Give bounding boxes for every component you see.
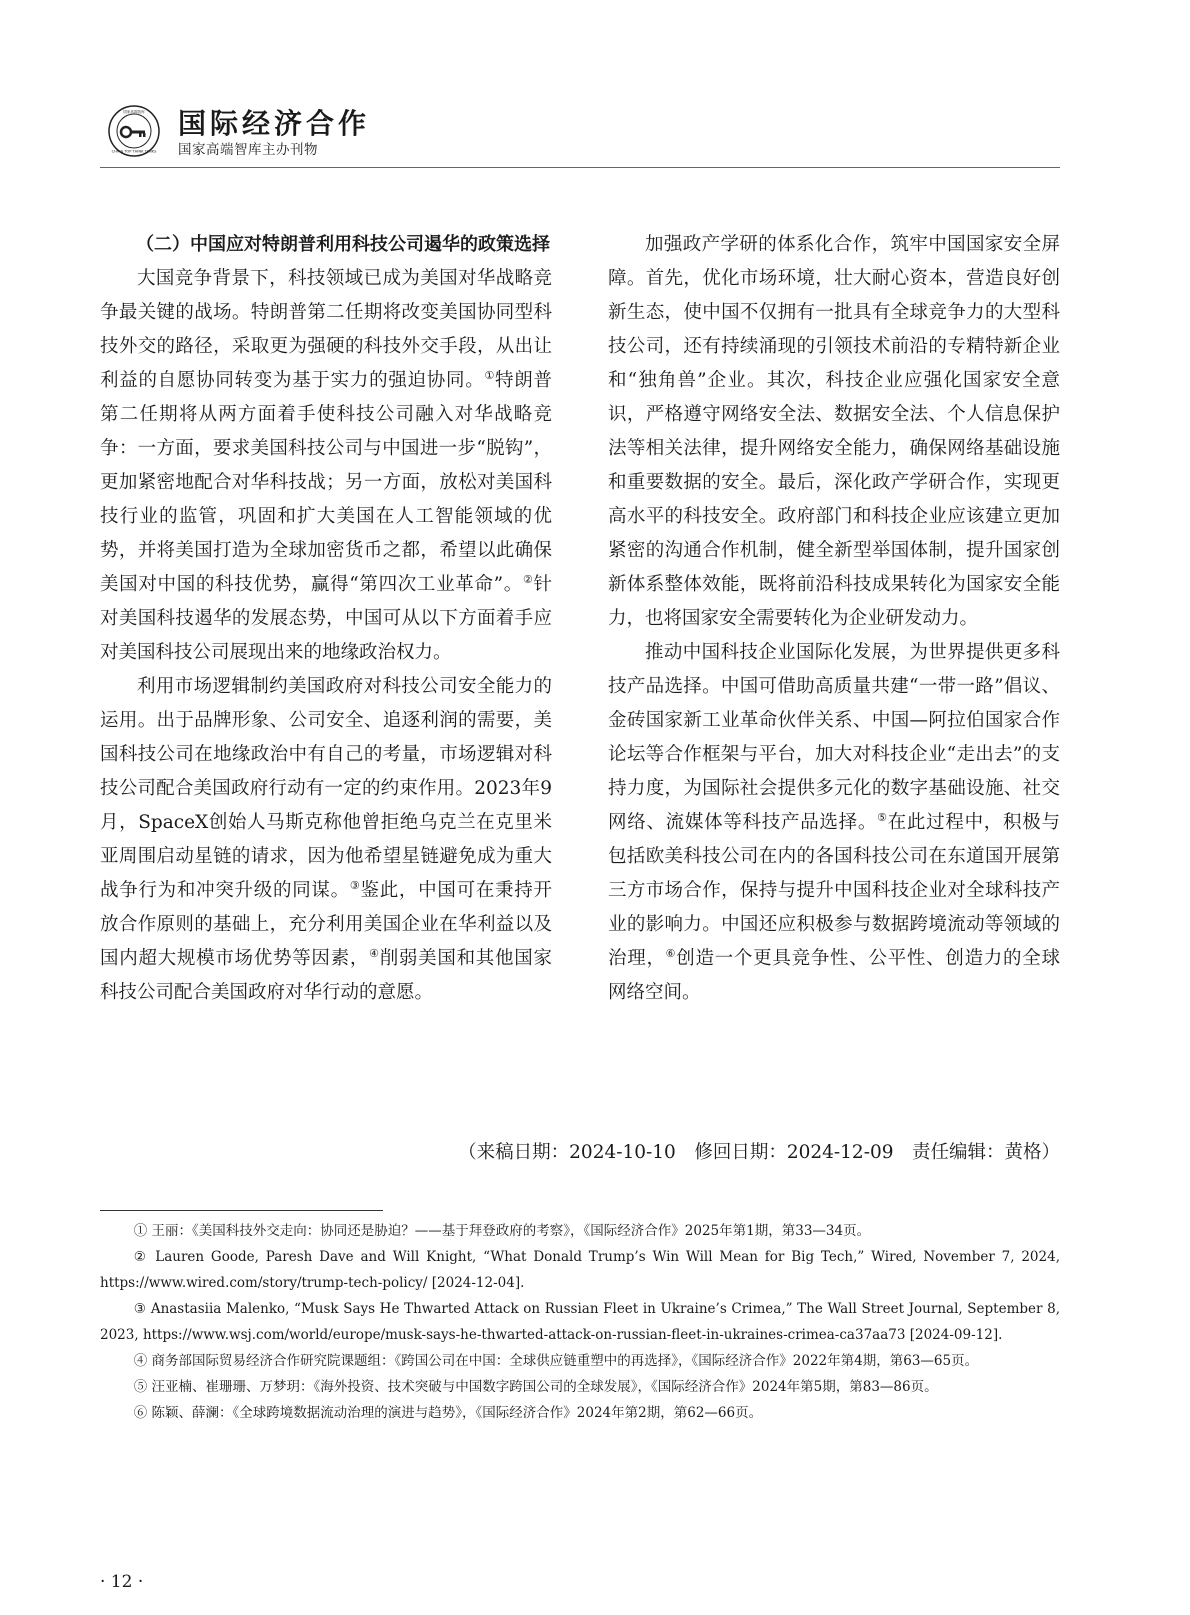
paragraph <box>100 262 552 670</box>
footnote: ③ Anastasiia Malenko, “Musk Says He Thwarted Attack on Russian Fleet in Ukraine’s Crimea,” The Wall Street Journal, September 8, 2023, https://www.wsj.com/world/europe/musk-says-he-thwarted-attack-on-russian-fleet-in-ukraines-crimea-ca37aa73 [2024-09-12]. <box>100 1301 1060 1343</box>
paragraph-text: 削弱美国和其他国家科技公司配合美国政府对华行动的意愿。 <box>100 948 552 1003</box>
journal-subtitle: 国家高端智库主办刊物 <box>178 142 318 158</box>
footnote-ref[interactable]: ④ <box>369 946 380 960</box>
footnotes <box>100 1218 1060 1426</box>
paragraph <box>100 670 552 1010</box>
footnote: ② Lauren Goode, Paresh Dave and Will Knight, “What Donald Trump’s Win Will Mean for Big Tech,” Wired, November 7, 2024, https://www.wired.com/story/trump-tech-policy/ [2024-12-04]. <box>100 1249 1060 1291</box>
submission-dates: （来稿日期：2024-10-10 修回日期：2024-12-09 责任编辑：黄格） <box>458 1142 1060 1163</box>
paragraph-text: 推动中国科技企业国际化发展，为世界提供更多科技产品选择。中国可借助高质量共建“一带一路”倡议、金砖国家新工业革命伙伴关系、中国—阿拉伯国家合作论坛等合作框架与平台，加大对科技企业“走出去”的支持力度，为国际社会提供多元化的数字基础设施、社交网络、流媒体等科技产品选择。 <box>608 642 1060 833</box>
paragraph <box>608 636 1060 1010</box>
footnote: ① 王丽：《美国科技外交走向：协同还是胁迫？——基于拜登政府的考察》，《国际经济合作》2025年第1期，第33—34页。 <box>133 1223 871 1239</box>
logo-bottom-text: CHINA TOP THINK TANKS <box>111 149 157 154</box>
paragraph-text: 针对美国科技遏华的发展态势，中国可从以下方面着手应对美国科技公司展现出来的地缘政治权力。 <box>100 574 552 663</box>
journal-logo-icon <box>108 105 160 157</box>
paragraph-text: 创造一个更具竞争性、公平性、创造力的全球网络空间。 <box>608 948 1060 1003</box>
footnote-ref[interactable]: ② <box>522 572 534 586</box>
header-divider <box>100 167 1060 168</box>
footnote-ref[interactable]: ⑥ <box>665 946 677 960</box>
footnote: ⑥ 陈颖、薛澜：《全球跨境数据流动治理的演进与趋势》，《国际经济合作》2024年第2期，第62—66页。 <box>133 1405 763 1421</box>
paragraph-text: 在此过程中，积极与包括欧美科技公司在内的各国科技公司在东道国开展第三方市场合作，保持与提升中国科技企业对全球科技产业的影响力。中国还应积极参与数据跨境流动等领域的治理， <box>608 812 1060 969</box>
paragraph-text: 加强政产学研的体系化合作，筑牢中国国家安全屏障。首先，优化市场环境，壮大耐心资本，营造良好创新生态，使中国不仅拥有一批具有全球竞争力的大型科技公司，还有持续涌现的引领技术前沿的专精特新企业和“独角兽”企业。其次，科技企业应强化国家安全意识，严格遵守网络安全法、数据安全法、个人信息保护法等相关法律，提升网络安全能力，确保网络基础设施和重要数据的安全。最后，深化政产学研合作，实现更高水平的科技安全。政府部门和科技企业应该建立更加紧密的沟通合作机制，健全新型举国体制，提升国家创新体系整体效能，既将前沿科技成果转化为国家安全能力，也将国家安全需要转化为企业研发动力。 <box>608 234 1060 629</box>
footnote-ref[interactable]: ⑤ <box>877 810 888 824</box>
paragraph <box>608 228 1060 636</box>
section-heading: （二）中国应对特朗普利用科技公司遏华的政策选择 <box>136 234 550 255</box>
footnote-ref[interactable]: ③ <box>349 878 361 892</box>
journal-header <box>100 100 1060 168</box>
journal-title: 国际经济合作 <box>178 107 371 140</box>
footnote-divider <box>100 1210 383 1211</box>
paragraph-text: 大国竞争背景下，科技领域已成为美国对华战略竞争最关键的战场。特朗普第二任期将改变美国协同型科技外交的路径，采取更为强硬的科技外交手段，从出让利益的自愿协同转变为基于实力的强迫协同。 <box>100 268 552 391</box>
logo-top-text: 国家高端智库 <box>123 109 145 114</box>
paragraph-text: 鉴此，中国可在秉持开放合作原则的基础上，充分利用美国企业在华利益以及国内超大规模市场优势等因素， <box>100 880 552 969</box>
paragraph-text: 特朗普第二任期将从两方面着手使科技公司融入对华战略竞争：一方面，要求美国科技公司与中国进一步“脱钩”，更加紧密地配合对华科技战；另一方面，放松对美国科技行业的监管，巩固和扩大美国在人工智能领域的优势，并将美国打造为全球加密货币之都，希望以此确保美国对中国的科技优势，赢得“第四次工业革命”。 <box>100 370 552 595</box>
right-column <box>608 228 1060 1010</box>
footnote: ⑤ 汪亚楠、崔珊珊、万梦玥：《海外投资、技术突破与中国数字跨国公司的全球发展》，《国际经济合作》2024年第5期，第83—86页。 <box>133 1379 938 1395</box>
paragraph-text: 利用市场逻辑制约美国政府对科技公司安全能力的运用。出于品牌形象、公司安全、追逐利润的需要，美国科技公司在地缘政治中有自己的考量，市场逻辑对科技公司配合美国政府行动有一定的约束作用。2023年9月，SpaceX创始人马斯克称他曾拒绝乌克兰在克里米亚周围启动星链的请求，因为他希望星链避免成为重大战争行为和冲突升级的同谋。 <box>100 676 552 901</box>
page-number: · 12 · <box>100 1572 144 1592</box>
footnote: ④ 商务部国际贸易经济合作研究院课题组：《跨国公司在中国：全球供应链重塑中的再选择》，《国际经济合作》2022年第4期，第63—65页。 <box>133 1353 979 1369</box>
left-column <box>100 228 552 1010</box>
footnote-ref[interactable]: ① <box>484 368 496 382</box>
